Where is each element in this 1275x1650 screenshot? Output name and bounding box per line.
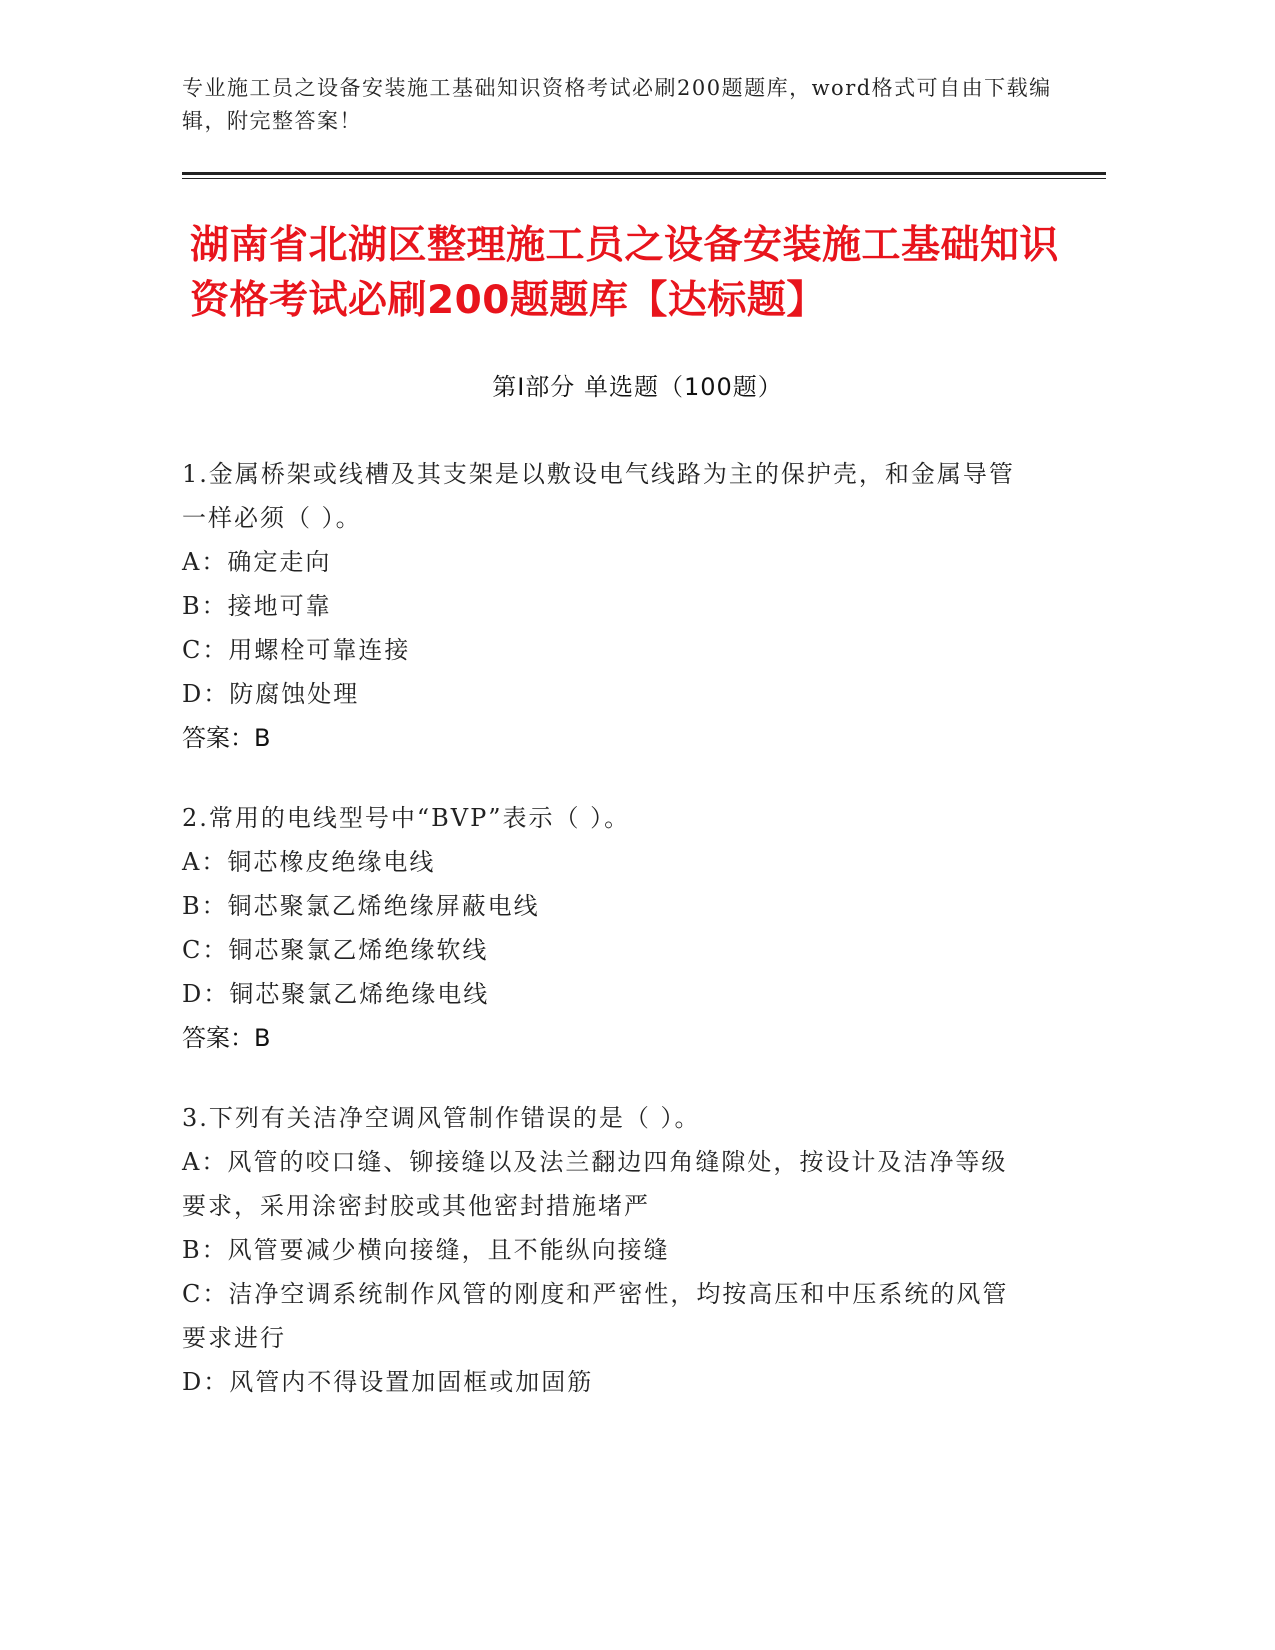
section-heading: 第Ⅰ部分 单选题（100题） (492, 373, 783, 401)
question-1 (182, 452, 1032, 760)
option-b: B：风管要减少横向接缝，且不能纵向接缝 (182, 1236, 670, 1264)
option-c: C：铜芯聚氯乙烯绝缘软线 (182, 936, 489, 964)
answer-line: 答案：B (182, 724, 271, 752)
question-stem: 3.下列有关洁净空调风管制作错误的是（ ）。 (182, 1104, 701, 1132)
question-stem: 1.金属桥架或线槽及其支架是以敷设电气线路为主的保护壳，和金属导管一样必须（ ）。 (182, 460, 1015, 532)
option-d: D：风管内不得设置加固框或加固筋 (182, 1368, 594, 1396)
option-d: D：铜芯聚氯乙烯绝缘电线 (182, 980, 490, 1008)
option-b: B：铜芯聚氯乙烯绝缘屏蔽电线 (182, 892, 540, 920)
option-a: A：确定走向 (182, 548, 332, 576)
question-stem: 2.常用的电线型号中“BVP”表示（ ）。 (182, 804, 631, 832)
header-divider-thick (182, 172, 1106, 175)
option-c: C：洁净空调系统制作风管的刚度和严密性，均按高压和中压系统的风管要求进行 (182, 1280, 1009, 1352)
option-a: A：铜芯橡皮绝缘电线 (182, 848, 436, 876)
question-2 (182, 796, 1032, 1060)
option-d: D：防腐蚀处理 (182, 680, 360, 708)
question-3 (182, 1096, 1032, 1404)
document-title: 湖南省北湖区整理施工员之设备安装施工基础知识资格考试必刷200题题库【达标题】 (190, 223, 1060, 323)
option-a: A：风管的咬口缝、铆接缝以及法兰翻边四角缝隙处，按设计及洁净等级要求，采用涂密封胶或其他密封措施堵严 (182, 1148, 1008, 1220)
header-note: 专业施工员之设备安装施工基础知识资格考试必刷200题题库，word格式可自由下载编辑，附完整答案！ (182, 76, 1052, 133)
header-divider-thin (182, 178, 1106, 179)
answer-line: 答案：B (182, 1024, 271, 1052)
option-b: B：接地可靠 (182, 592, 332, 620)
option-c: C：用螺栓可靠连接 (182, 636, 411, 664)
question-list (182, 452, 1032, 1440)
